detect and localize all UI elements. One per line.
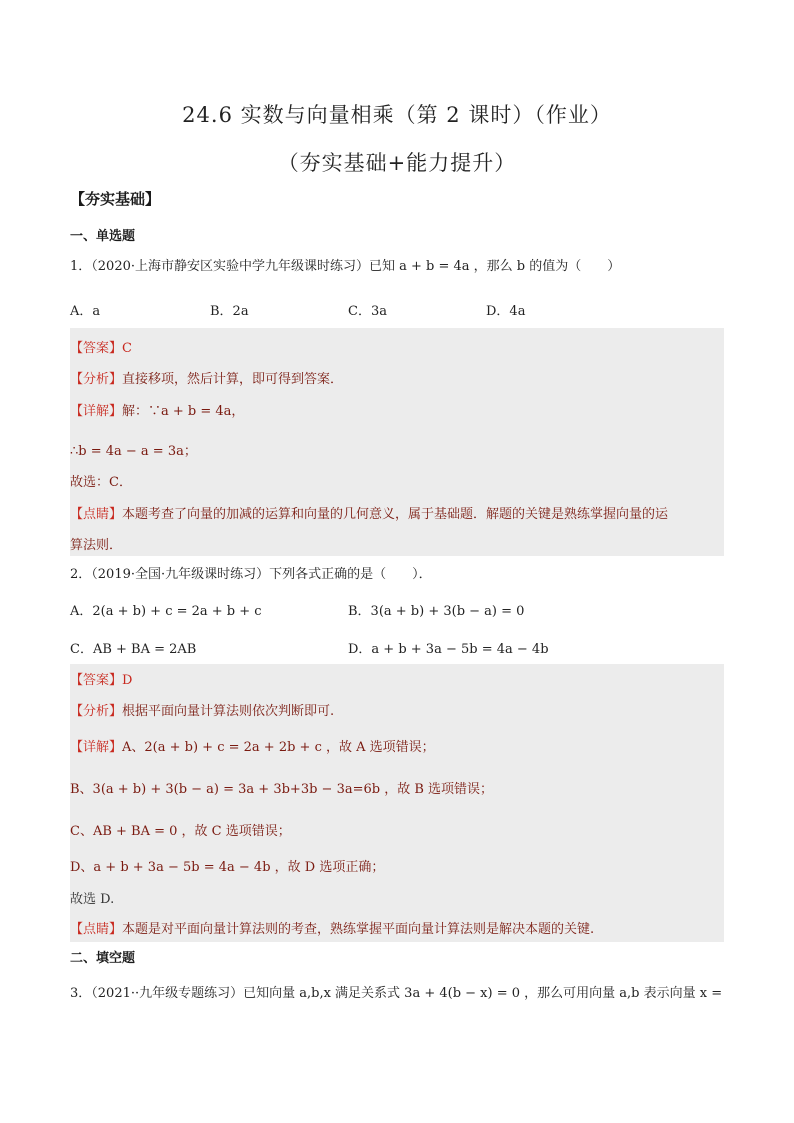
- q2-choose: 故选 D.: [70, 892, 115, 907]
- q1-detail-1: 解：∵a + b = 4a，: [122, 404, 245, 419]
- q2-detail-a: A、2(a + b) + c = 2a + 2b + c ，故 A 选项错误；: [122, 740, 435, 755]
- q2-option-b: B．3(a + b) + 3(b − a) = 0: [348, 604, 525, 619]
- part2-heading: 二、填空题: [70, 951, 136, 966]
- q3-stem: 3．（2021··九年级专题练习）已知向量 a,b,x 满足关系式 3a + 4(b − x) = 0 ，那么可用向量 a,b 表示向量 x =: [70, 986, 723, 1001]
- q2-comment-text: 本题是对平面向量计算法则的考查，熟练掌握平面向量计算法则是解决本题的关键.: [122, 922, 595, 937]
- q2-detail-c: C、AB + BA = 0 ，故 C 选项错误；: [70, 824, 291, 839]
- q1-analysis-line: [70, 368, 343, 387]
- q2-answer-tag: 【答案】: [70, 673, 123, 688]
- q1-stem: 1．（2020·上海市静安区实验中学九年级课时练习）已知 a + b = 4a ，那么 b 的值为（ ）: [70, 259, 621, 274]
- part1-heading: 一、单选题: [70, 229, 136, 244]
- q1-analysis-text: 直接移项，然后计算，即可得到答案．: [122, 372, 344, 387]
- q1-option-d: D．4a: [486, 304, 526, 319]
- q2-comment-line: [70, 918, 594, 937]
- page-subtitle: （夯实基础+能力提升）: [277, 151, 517, 175]
- q2-option-c: C．AB + BA = 2AB: [70, 642, 197, 657]
- q1-analysis-tag: 【分析】: [70, 372, 123, 387]
- q2-analysis-tag: 【分析】: [70, 704, 123, 719]
- q1-comment-2: 算法则．: [70, 538, 123, 553]
- q1-option-b: B．2a: [210, 304, 249, 319]
- q2-analysis-line: [70, 700, 334, 719]
- q1-comment-tag: 【点睛】: [70, 507, 123, 522]
- q1-detail-tag: 【详解】: [70, 404, 123, 419]
- q1-answer-line: [70, 337, 132, 356]
- q2-detail-b: B、3(a + b) + 3(b − a) = 3a + 3b+3b − 3a=6b ，故 B 选项错误；: [70, 782, 494, 797]
- q2-comment-tag: 【点睛】: [70, 922, 123, 937]
- q2-stem: 2．（2019·全国·九年级课时练习）下列各式正确的是（ ）．: [70, 567, 432, 582]
- q1-choose: 故选：C．: [70, 475, 132, 490]
- q1-detail-2: ∴b = 4a − a = 3a；: [70, 444, 197, 459]
- page-title: 24.6 实数与向量相乘（第 2 课时）（作业）: [182, 103, 612, 127]
- q1-answer-value: C: [122, 341, 132, 356]
- q1-option-a: A．a: [70, 304, 101, 319]
- q2-analysis-text: 根据平面向量计算法则依次判断即可.: [122, 704, 335, 719]
- q1-option-c: C．3a: [348, 304, 387, 319]
- q2-answer-value: D: [122, 673, 133, 688]
- q2-detail-d: D、a + b + 3a − 5b = 4a − 4b ，故 D 选项正确；: [70, 860, 385, 875]
- q1-comment-1: 本题考查了向量的加减的运算和向量的几何意义，属于基础题．解题的关键是熟练掌握向量的运: [122, 507, 669, 522]
- section-label: 【夯实基础】: [70, 190, 161, 208]
- q2-detail-tag: 【详解】: [70, 740, 123, 755]
- q2-option-d: D．a + b + 3a − 5b = 4a − 4b: [348, 642, 549, 657]
- q1-comment-line: [70, 503, 668, 522]
- q1-detail-line: [70, 400, 244, 419]
- q2-answer-line: [70, 669, 132, 688]
- q2-detail-line: [70, 736, 435, 755]
- q2-option-a: A．2(a + b) + c = 2a + b + c: [70, 604, 262, 619]
- q1-answer-tag: 【答案】: [70, 341, 123, 356]
